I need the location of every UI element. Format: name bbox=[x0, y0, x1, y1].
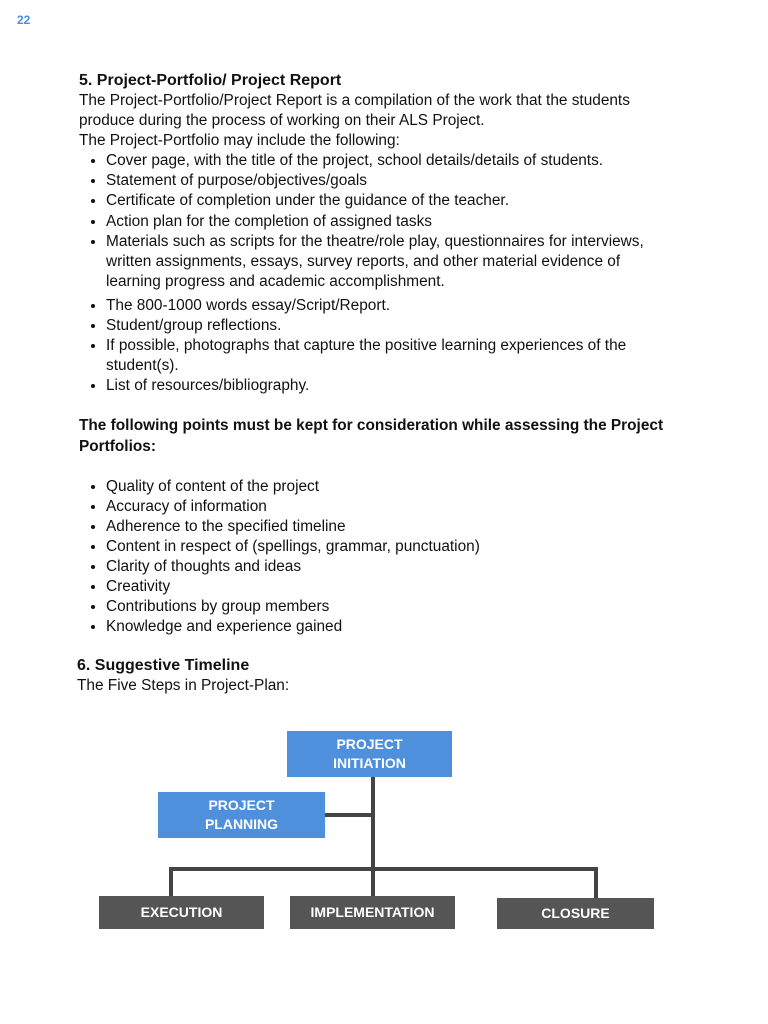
list-item: • Student/group reflections. bbox=[106, 316, 679, 336]
assessment-heading: The following points must be kept for consideration while assessing the Project Portfolios: bbox=[79, 417, 664, 455]
connector-execution-drop bbox=[169, 867, 173, 896]
page-number: 22 bbox=[17, 13, 31, 27]
connector-planning-branch bbox=[325, 813, 373, 817]
list-item: • Knowledge and experience gained bbox=[106, 617, 679, 637]
section-5-intro: The Project-Portfolio/Project Report is a compilation of the work that the students produce during the process of working on their ALS Project. bbox=[79, 92, 630, 130]
project-planning-label: PROJECT PLANNING bbox=[204, 797, 279, 832]
list-item: • Statement of purpose/objectives/goals bbox=[106, 171, 679, 191]
list-item: • If possible, photographs that capture the positive learning experiences of the student(s). bbox=[106, 336, 679, 376]
section-6 bbox=[77, 655, 697, 696]
list-item: • The 800-1000 words essay/Script/Report. bbox=[106, 296, 679, 316]
section-5 bbox=[79, 70, 679, 637]
project-planning-box bbox=[158, 792, 325, 838]
closure-label: CLOSURE bbox=[541, 905, 610, 921]
list-item: • List of resources/bibliography. bbox=[106, 376, 679, 396]
section-5-intro-list-lead: The Project-Portfolio may include the following: bbox=[79, 132, 400, 150]
list-item: • Content in respect of (spellings, grammar, punctuation) bbox=[106, 537, 679, 557]
portfolio-contents-list bbox=[79, 151, 679, 396]
list-item: • Quality of content of the project bbox=[106, 477, 679, 497]
implementation-box bbox=[290, 896, 455, 929]
section-6-heading: 6. Suggestive Timeline bbox=[77, 657, 250, 674]
list-item: • Action plan for the completion of assigned tasks bbox=[106, 212, 679, 232]
connector-vertical-trunk bbox=[371, 777, 375, 896]
list-item: • Accuracy of information bbox=[106, 497, 679, 517]
assessment-criteria-list bbox=[79, 477, 679, 638]
list-item: • Materials such as scripts for the theatre/role play, questionnaires for interviews, written assignments, essays, survey reports, and other material evidence of learning progress and academic accomplishment. bbox=[106, 232, 679, 292]
section-5-heading: 5. Project-Portfolio/ Project Report bbox=[79, 72, 342, 89]
implementation-label: IMPLEMENTATION bbox=[310, 904, 435, 920]
list-item: • Contributions by group members bbox=[106, 597, 679, 617]
list-item: • Clarity of thoughts and ideas bbox=[106, 557, 679, 577]
list-item: • Creativity bbox=[106, 577, 679, 597]
connector-closure-drop bbox=[594, 867, 598, 898]
project-initiation-box bbox=[287, 731, 452, 777]
list-item: • Certificate of completion under the guidance of the teacher. bbox=[106, 191, 679, 211]
list-item: • Adherence to the specified timeline bbox=[106, 517, 679, 537]
closure-box bbox=[497, 898, 654, 929]
project-initiation-label: PROJECT INITIATION bbox=[333, 736, 406, 771]
execution-box bbox=[99, 896, 264, 929]
execution-label: EXECUTION bbox=[140, 904, 223, 920]
connector-horizontal-bar bbox=[169, 867, 598, 871]
section-6-subtitle: The Five Steps in Project-Plan: bbox=[77, 677, 290, 694]
list-item: • Cover page, with the title of the project, school details/details of students. bbox=[106, 151, 679, 171]
